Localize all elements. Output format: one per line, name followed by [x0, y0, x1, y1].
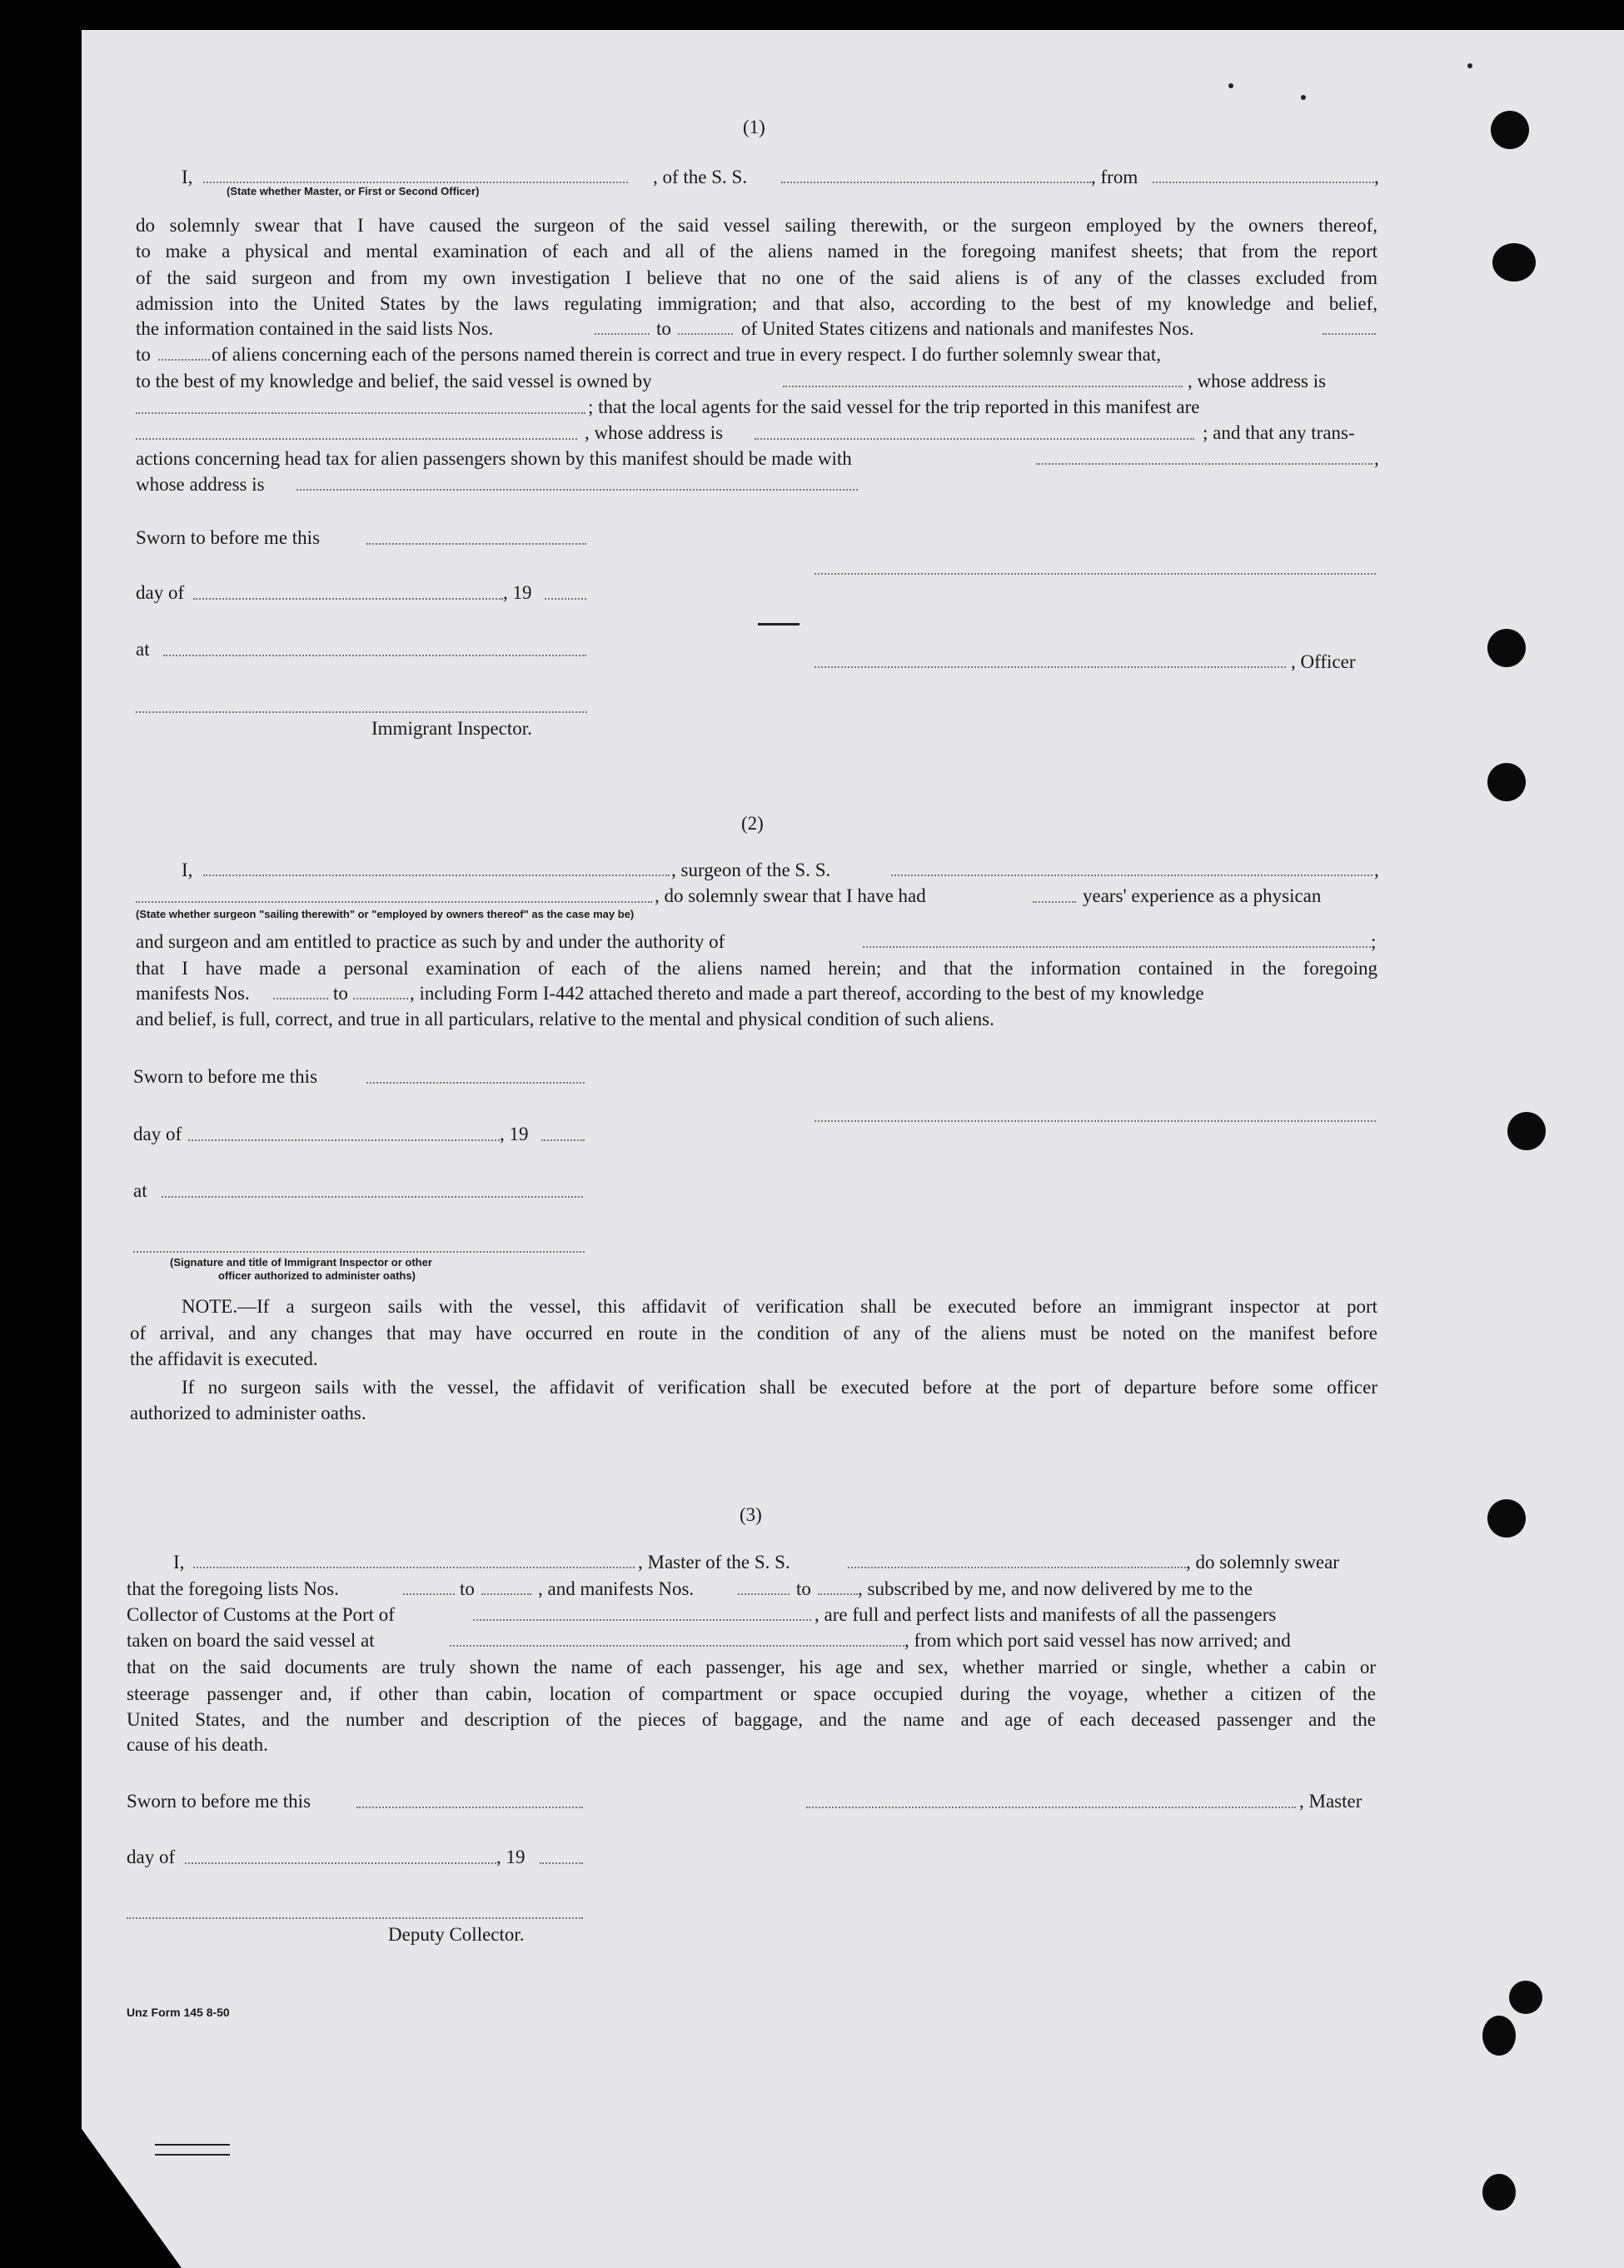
s3-manifests-to-field[interactable]	[818, 1593, 858, 1595]
s1-sworn-date-field[interactable]	[366, 543, 586, 545]
s1-line: admission into the United States by the laws regulating immigration; and that also, according to the best of my knowledge and belief,	[136, 293, 1377, 314]
s1-l10-a: actions concerning head tax for alien passengers shown by this manifest should be made with	[136, 448, 852, 469]
local-agents-field[interactable]	[136, 438, 577, 440]
s2-manifests-to-field[interactable]	[353, 998, 408, 999]
s2-year-label: , 19	[500, 1124, 529, 1144]
s3-l2-d: to	[796, 1578, 811, 1599]
s2-day-of-label: day of	[133, 1124, 182, 1144]
officer-label: , Officer	[1291, 651, 1356, 672]
note-line: the affidavit is executed.	[130, 1348, 318, 1369]
s1-l10-b: ,	[1374, 448, 1379, 469]
section-3-number: (3)	[740, 1504, 762, 1525]
s3-month-field[interactable]	[185, 1862, 496, 1864]
s3-line: that on the said documents are truly shown the name of each passenger, his age and sex, whether married or single, whether a cabin or	[127, 1657, 1376, 1677]
surgeon-name-field[interactable]	[203, 875, 670, 876]
deputy-signature-line[interactable]	[127, 1917, 583, 1919]
master-signature-line[interactable]	[806, 1807, 1296, 1808]
deputy-collector-label: Deputy Collector.	[388, 1924, 525, 1945]
s3-l3-a: Collector of Customs at the Port of	[127, 1604, 395, 1625]
s1-l9-a: , whose address is	[585, 422, 724, 443]
s1-line1-ss: , of the S. S.	[653, 167, 748, 187]
note-line: If no surgeon sails with the vessel, the affidavit of verification shall be executed before at the port of departure before some officer	[182, 1377, 1377, 1398]
lists-to-field[interactable]	[678, 333, 733, 335]
speck	[1301, 95, 1306, 100]
s3-line: United States, and the number and description of the pieces of baggage, and the name and age of each deceased passenger and the	[127, 1709, 1376, 1730]
s2-l2-a: , do solemnly swear that I have had	[655, 885, 926, 906]
s2-inspector-signature-line[interactable]	[133, 1251, 585, 1253]
s3-l4-a: taken on board the said vessel at	[127, 1630, 375, 1651]
master-name-field[interactable]	[193, 1567, 635, 1568]
s3-line: cause of his death.	[127, 1734, 268, 1755]
s1-l7-b: , whose address is	[1188, 371, 1327, 391]
officer-name-field[interactable]	[203, 182, 628, 183]
s1-line: to make a physical and mental examination of each and all of the aliens named in the foregoing manifest sheets; that from the report	[136, 241, 1377, 262]
s3-year-field[interactable]	[540, 1862, 583, 1864]
vessel-owner-field[interactable]	[783, 386, 1183, 387]
s1-l6-a: to	[136, 344, 151, 365]
agents-address-field[interactable]	[755, 438, 1194, 440]
s1-sworn-label: Sworn to before me this	[136, 527, 321, 548]
s1-inspector-signature-line[interactable]	[136, 711, 587, 713]
s2-l1-b: , surgeon of the S. S.	[671, 860, 831, 880]
binder-hole	[1482, 2016, 1516, 2056]
head-tax-contact-field[interactable]	[1036, 463, 1372, 465]
officer-rank-note: (State whether Master, or First or Second Officer)	[227, 185, 480, 197]
s3-l2-c: , and manifests Nos.	[538, 1578, 695, 1599]
manifests-from-field[interactable]	[1323, 333, 1376, 335]
s1-officer-signature-line[interactable]	[814, 573, 1376, 575]
s3-lists-from-field[interactable]	[403, 1593, 455, 1595]
s2-l3-a: and surgeon and am entitled to practice as such by and under the authority of	[136, 931, 725, 952]
master-label: , Master	[1299, 1791, 1362, 1812]
s3-year-label: , 19	[496, 1847, 526, 1867]
s3-l4-b: , from which port said vessel has now arrived; and	[904, 1630, 1291, 1651]
s2-year-field[interactable]	[541, 1139, 585, 1141]
s3-vessel-field[interactable]	[848, 1567, 1186, 1568]
signature-title-note-2: officer authorized to administer oaths)	[218, 1269, 416, 1282]
section-2-number: (2)	[741, 813, 764, 834]
s3-sworn-label: Sworn to before me this	[127, 1791, 311, 1812]
s3-sworn-date-field[interactable]	[356, 1807, 583, 1808]
s2-place-field[interactable]	[162, 1196, 583, 1198]
s1-at-label: at	[136, 639, 150, 660]
s2-month-field[interactable]	[188, 1139, 500, 1141]
section-1-number: (1)	[743, 117, 765, 137]
boarding-port-field[interactable]	[450, 1645, 904, 1647]
s1-place-field[interactable]	[163, 655, 586, 656]
s1-line1-from: , from	[1091, 167, 1138, 187]
lists-from-field[interactable]	[595, 333, 650, 335]
s2-l1-a: I,	[182, 860, 193, 880]
s3-lists-to-field[interactable]	[481, 1593, 531, 1595]
s3-l3-b: , are full and perfect lists and manifests of all the passengers	[814, 1604, 1277, 1625]
s2-vessel-field[interactable]	[891, 875, 1372, 876]
s1-l9-b: ; and that any trans-	[1203, 422, 1355, 443]
s1-officer-name-line[interactable]	[814, 666, 1286, 668]
binder-hole	[1482, 2174, 1516, 2211]
s1-year-label: , 19	[503, 582, 532, 603]
s2-at-label: at	[133, 1180, 147, 1201]
s3-l1-b: , Master of the S. S.	[638, 1552, 790, 1573]
binder-hole	[1487, 629, 1526, 667]
s1-line: of the said surgeon and from my own investigation I believe that no one of the said aliens is of any of the classes excluded from	[136, 267, 1377, 288]
form-identifier: Unz Form 145 8-50	[127, 2006, 230, 2019]
immigrant-inspector-label: Immigrant Inspector.	[371, 718, 532, 739]
binder-hole	[1487, 763, 1526, 801]
s2-line: that I have made a personal examination of each of the aliens named herein; and that the information contained in the foregoing	[136, 958, 1377, 979]
pen-mark	[155, 2154, 230, 2156]
s3-l2-a: that the foregoing lists Nos.	[127, 1578, 339, 1599]
s2-l5-b: to	[333, 983, 348, 1004]
binder-hole	[1492, 243, 1536, 282]
s1-l5-c: of United States citizens and nationals and manifestes Nos.	[741, 318, 1194, 339]
s1-month-field[interactable]	[193, 598, 503, 600]
head-tax-address-field[interactable]	[296, 489, 858, 491]
pen-mark	[758, 623, 800, 626]
note-line: authorized to administer oaths.	[130, 1403, 366, 1423]
binder-hole	[1507, 1112, 1546, 1150]
s2-line: and belief, is full, correct, and true in all particulars, relative to the mental and physical condition of such aliens.	[136, 1009, 994, 1029]
s2-l5-c: , including Form I-442 attached thereto and made a part thereof, according to the best of my knowledge	[410, 983, 1204, 1004]
s3-l2-b: to	[460, 1578, 475, 1599]
note-line: of arrival, and any changes that may have occurred en route in the condition of any of the aliens must be noted on the manifest before	[130, 1323, 1377, 1343]
s1-l8-a: ; that the local agents for the said vessel for the trip reported in this manifest are	[588, 396, 1200, 417]
s1-line: do solemnly swear that I have caused the surgeon of the said vessel sailing therewith, or the surgeon employed by the owners thereof,	[136, 215, 1377, 236]
s2-l5-a: manifests Nos.	[136, 983, 250, 1004]
speck	[1228, 83, 1233, 88]
binder-hole	[1491, 111, 1529, 149]
s3-l2-e: , subscribed by me, and now delivered by me to the	[858, 1578, 1253, 1599]
surgeon-status-note: (State whether surgeon "sailing therewith" or "employed by owners thereof" as the case may be)	[136, 908, 635, 920]
from-port-field[interactable]	[1153, 182, 1374, 183]
pen-mark	[155, 2144, 230, 2146]
s1-line1-i: I,	[182, 167, 193, 187]
practice-authority-field[interactable]	[863, 946, 1371, 948]
s3-l1-a: I,	[173, 1552, 185, 1573]
s1-year-field[interactable]	[545, 598, 586, 600]
s1-l11-a: whose address is	[136, 474, 265, 495]
s2-l2-b: years' experience as a physican	[1083, 885, 1322, 906]
s1-l5-b: to	[656, 318, 671, 339]
binder-hole	[1487, 1499, 1526, 1538]
note-line: NOTE.—If a surgeon sails with the vessel, this affidavit of verification shall be executed before an immigrant inspector at port	[182, 1296, 1377, 1317]
surgeon-status-field[interactable]	[136, 901, 652, 903]
manifests-to-field[interactable]	[158, 359, 210, 361]
s3-day-of-label: day of	[127, 1847, 176, 1867]
s2-surgeon-signature-line[interactable]	[814, 1120, 1376, 1122]
s1-l6-b: of aliens concerning each of the persons named therein is correct and true in every respect. I do further solemnly swear that,	[212, 344, 1161, 365]
s1-l7-a: to the best of my knowledge and belief, the said vessel is owned by	[136, 371, 652, 391]
s2-manifests-from-field[interactable]	[273, 998, 328, 999]
customs-port-field[interactable]	[473, 1619, 811, 1621]
speck	[1467, 63, 1472, 68]
signature-title-note-1: (Signature and title of Immigrant Inspector or other	[170, 1256, 432, 1269]
vessel-name-field[interactable]	[781, 182, 1091, 183]
years-experience-field[interactable]	[1033, 901, 1076, 903]
s2-l1-c: ,	[1374, 860, 1379, 880]
s3-line: steerage passenger and, if other than cabin, location of compartment or space occupied during the voyage, whether a citizen of the	[127, 1683, 1376, 1704]
s3-manifests-from-field[interactable]	[738, 1593, 790, 1595]
s3-l1-c: , do solemnly swear	[1186, 1552, 1339, 1573]
owner-address-field[interactable]	[136, 412, 585, 414]
binder-hole	[1509, 1981, 1542, 2014]
s1-line1-comma: ,	[1374, 167, 1379, 187]
s1-day-of-label: day of	[136, 582, 185, 603]
s2-sworn-label: Sworn to before me this	[133, 1066, 318, 1087]
s1-l5-a: the information contained in the said lists Nos.	[136, 318, 494, 339]
s2-sworn-date-field[interactable]	[366, 1082, 585, 1084]
s2-l3-b: ;	[1371, 931, 1377, 952]
